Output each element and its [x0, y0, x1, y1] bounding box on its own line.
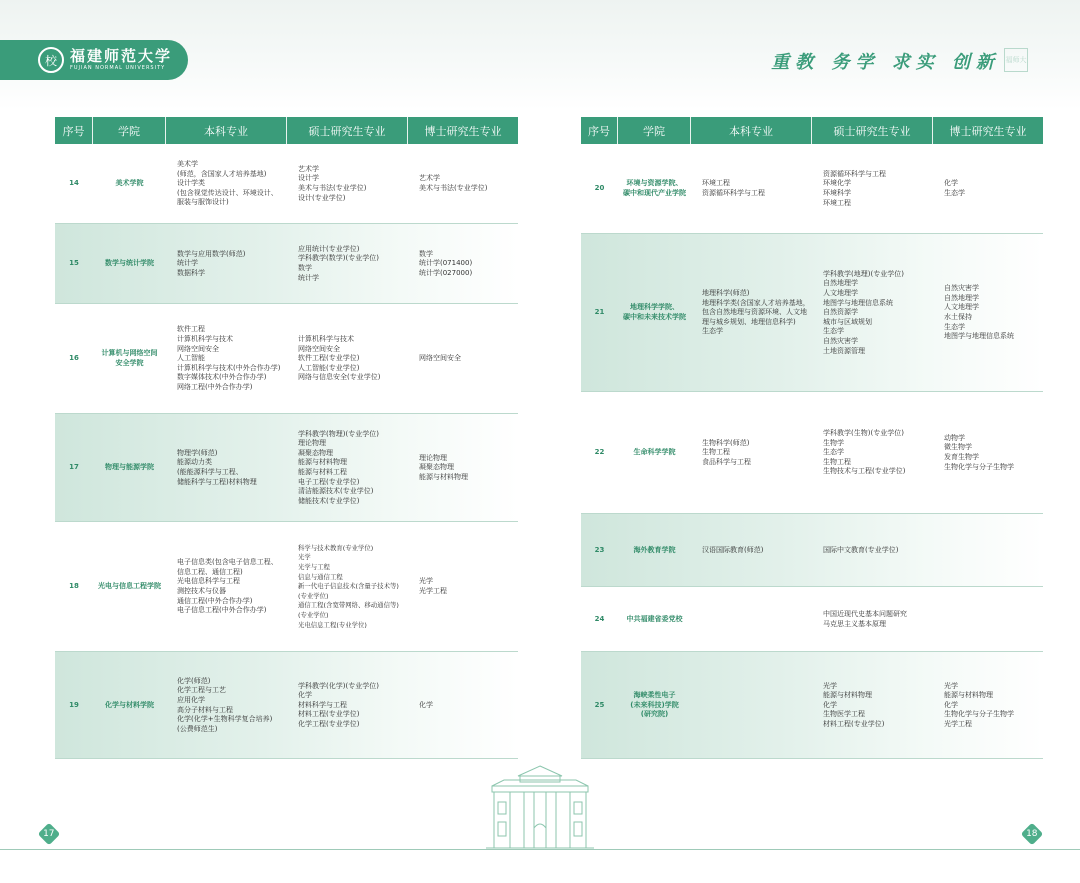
table-header	[55, 117, 518, 144]
row-index: 22	[594, 448, 605, 457]
row-college: 计算机与网络空间 安全学院	[101, 349, 158, 367]
university-emblem-icon: 校	[38, 47, 64, 73]
col-header-doctor: 博士研究生专业	[933, 117, 1043, 144]
row-undergrad: 环境工程 资源循环科学与工程	[702, 179, 765, 197]
building-illustration	[484, 762, 596, 850]
row-undergrad	[691, 652, 812, 759]
row-master: 科学与技术教育(专业学位) 光学 光学与工程 信息与通信工程 新一代电子信息技术(含量子技术等) (专业学位) 通信工程(含宽带网络、移动通信等) (专业学位) 光电信息工程(专业学位)	[298, 543, 399, 629]
page-number-right: 18	[1021, 823, 1044, 846]
row-college: 生命科学学院	[633, 448, 676, 457]
row-doctor	[933, 514, 1043, 587]
row-doctor: 自然灾害学 自然地理学 人文地理学 水土保持 生态学 地图学与地理信息系统	[944, 284, 1014, 341]
row-college: 化学与材料学院	[105, 700, 154, 709]
row-doctor: 化学 生态学	[944, 179, 965, 197]
row-undergrad	[691, 587, 812, 652]
row-index: 25	[594, 700, 605, 709]
col-header-index: 序号	[581, 117, 618, 144]
row-doctor: 数学 统计学(071400) 统计学(027000)	[419, 249, 473, 277]
row-undergrad: 美术学 (师范，含国家人才培养基地) 设计学类 (包含视觉传达设计、环境设计、 服装与服饰设计)	[177, 160, 278, 207]
row-doctor	[933, 587, 1043, 652]
row-undergrad: 化学(师范) 化学工程与工艺 应用化学 高分子材料与工程 化学(化学+生物科学复合培养) (公费师范生)	[177, 676, 273, 733]
row-undergrad: 地理科学(师范) 地理科学类(含国家人才培养基地， 包含自然地理与资源环境、人文地 理与城乡规划、地理信息科学) 生态学	[702, 289, 810, 336]
majors-table-right	[581, 117, 1043, 759]
row-index: 23	[594, 545, 605, 554]
row-doctor: 理论物理 凝聚态物理 能源与材料物理	[419, 453, 468, 481]
row-index: 20	[594, 184, 605, 193]
row-undergrad: 汉语国际教育(师范)	[702, 545, 764, 554]
table-row	[581, 144, 1043, 234]
table-row	[581, 587, 1043, 652]
row-doctor: 动物学 微生物学 发育生物学 生物化学与分子生物学	[944, 433, 1014, 471]
row-college: 数学与统计学院	[105, 259, 154, 268]
row-undergrad: 电子信息类(包含电子信息工程、 信息工程、通信工程) 光电信息科学与工程 测控技术与仪器 通信工程(中外合作办学) 电子信息工程(中外合作办学)	[177, 558, 278, 615]
row-master: 中国近现代史基本问题研究 马克思主义基本原理	[823, 609, 907, 628]
table-row	[581, 652, 1043, 759]
row-college: 海峡柔性电子 (未来科技)学院 (研究院)	[630, 691, 679, 719]
table-row	[581, 514, 1043, 587]
col-header-doctor: 博士研究生专业	[408, 117, 518, 144]
table-row	[581, 392, 1043, 514]
row-undergrad: 生物科学(师范) 生物工程 食品科学与工程	[702, 438, 751, 466]
majors-table-left	[55, 117, 518, 759]
table-row	[55, 414, 518, 522]
row-index: 14	[69, 179, 79, 188]
col-header-undergrad: 本科专业	[166, 117, 287, 144]
row-college: 物理与能源学院	[105, 463, 154, 472]
col-header-master: 硕士研究生专业	[287, 117, 408, 144]
row-index: 18	[69, 582, 79, 591]
col-header-college: 学院	[93, 117, 166, 144]
university-name: 福建师范大学	[70, 47, 173, 65]
table-row	[55, 652, 518, 759]
row-index: 17	[69, 463, 79, 472]
row-undergrad: 物理学(师范) 能源动力类 (能能源科学与工程、 储能科学与工程)材料物理	[177, 448, 257, 486]
row-college: 光电与信息工程学院	[98, 582, 161, 591]
university-name-en: FUJIAN NORMAL UNIVERSITY	[70, 65, 166, 71]
row-master: 学科教学(生物)(专业学位) 生物学 生态学 生物工程 生物技术与工程(专业学位)	[823, 429, 906, 476]
row-master: 艺术学 设计学 美术与书法(专业学位) 设计(专业学位)	[298, 164, 367, 202]
row-master: 应用统计(专业学位) 学科教学(数学)(专业学位) 数学 统计学	[298, 244, 379, 282]
footer-line	[0, 849, 1080, 850]
col-header-master: 硕士研究生专业	[812, 117, 933, 144]
row-index: 15	[69, 259, 79, 268]
row-college: 美术学院	[115, 179, 144, 188]
row-college: 海外教育学院	[633, 545, 676, 554]
col-header-college: 学院	[618, 117, 691, 144]
row-college: 中共福建省委党校	[626, 614, 683, 623]
row-college: 环境与资源学院、 碳中和现代产业学院	[623, 179, 686, 197]
row-index: 21	[594, 308, 605, 317]
row-master: 光学 能源与材料物理 化学 生物医学工程 材料工程(专业学位)	[823, 681, 885, 728]
table-header	[581, 117, 1043, 144]
table-row	[55, 144, 518, 224]
row-index: 16	[69, 354, 79, 363]
row-doctor: 化学	[419, 700, 433, 709]
row-master: 学科教学(物理)(专业学位) 理论物理 凝聚态物理 能源与材料物理 能源与材料工程 电子工程(专业学位) 清洁能源技术(专业学位) 储能技术(专业学位)	[298, 429, 379, 505]
row-doctor: 光学 光学工程	[419, 577, 447, 595]
col-header-index: 序号	[55, 117, 93, 144]
row-master: 国际中文教育(专业学位)	[823, 545, 899, 554]
row-master: 学科教学(地理)(专业学位) 自然地理学 人文地理学 地图学与地理信息系统 自然资源学 城市与区域规划 生态学 自然灾害学 土地资源管理	[823, 269, 904, 355]
motto-seal: 福师大	[1004, 48, 1028, 72]
row-college: 地理科学学院、 碳中和未来技术学院	[623, 303, 686, 321]
row-doctor: 光学 能源与材料物理 化学 生物化学与分子生物学 光学工程	[944, 681, 1014, 728]
row-undergrad: 软件工程 计算机科学与技术 网络空间安全 人工智能 计算机科学与技术(中外合作办学) 数字媒体技术(中外合作办学) 网络工程(中外合作办学)	[177, 325, 281, 391]
row-doctor: 艺术学 美术与书法(专业学位)	[419, 174, 488, 192]
table-row	[55, 224, 518, 304]
table-row	[55, 522, 518, 652]
col-header-undergrad: 本科专业	[691, 117, 812, 144]
table-row	[581, 234, 1043, 392]
university-logo	[0, 40, 188, 80]
page-number-left: 17	[38, 823, 61, 846]
row-doctor: 网络空间安全	[419, 354, 461, 363]
university-motto: 重教 务学 求实 创新	[771, 52, 1000, 73]
row-index: 19	[69, 700, 79, 709]
row-master: 学科教学(化学)(专业学位) 化学 材料科学与工程 材料工程(专业学位) 化学工程(专业学位)	[298, 681, 379, 728]
table-row	[55, 304, 518, 414]
row-index: 24	[594, 614, 605, 623]
row-master: 资源循环科学与工程 环境化学 环境科学 环境工程	[823, 169, 886, 207]
row-master: 计算机科学与技术 网络空间安全 软件工程(专业学位) 人工智能(专业学位) 网络与信息安全(专业学位)	[298, 335, 381, 382]
row-undergrad: 数学与应用数学(师范) 统计学 数据科学	[177, 249, 246, 277]
